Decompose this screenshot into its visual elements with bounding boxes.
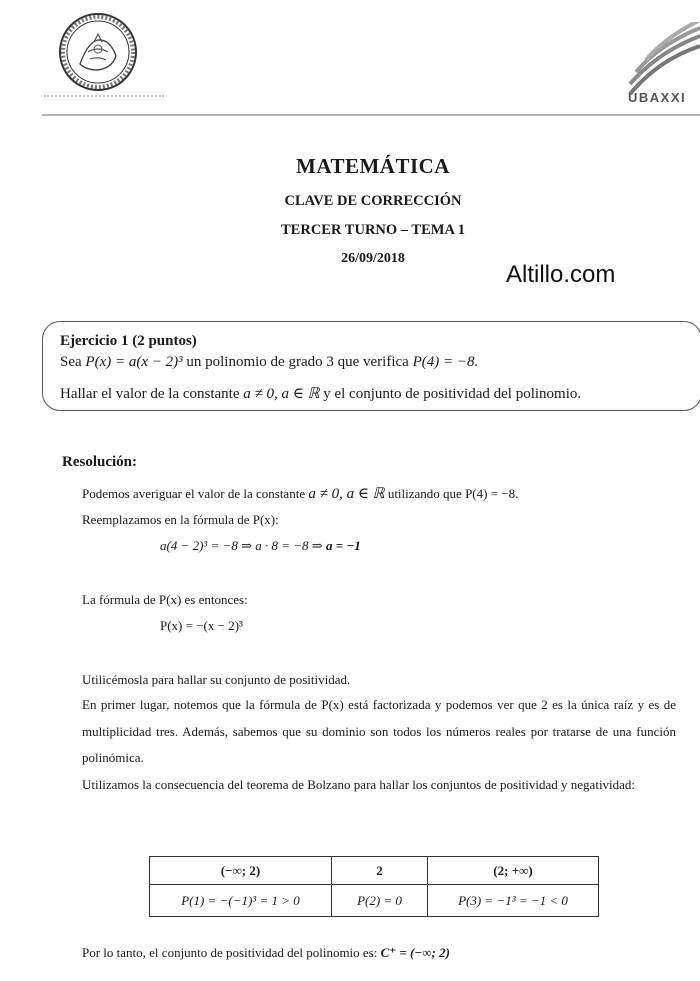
resolution-heading: Resolución: (62, 454, 137, 470)
root-header: 2 (332, 857, 428, 885)
resolution-paragraph-3: La fórmula de P(x) es entonces: (82, 592, 248, 607)
watermark: Altillo.com (506, 261, 616, 288)
formula-solve-a: a(4 − 2)³ = −8 ⇒ a · 8 = −8 ⇒ a = −1 (160, 538, 361, 553)
interval-left-header: (−∞; 2) (150, 857, 332, 885)
shift-title: TERCER TURNO – TEMA 1 (281, 222, 465, 238)
resolution-paragraph-2: Reemplazamos en la fórmula de P(x): (82, 512, 279, 527)
exam-date: 26/09/2018 (341, 251, 405, 266)
header-divider (42, 114, 700, 116)
subject-title: MATEMÁTICA (296, 154, 450, 178)
resolution-paragraph-5: En primer lugar, notemos que la fórmula de P(x) está factorizada y podemos ver que 2 es la única raíz y es de multiplicidad tres. Además, sabemos que su dominio son todos los números reales por tratarse de una función polinómica. (82, 697, 676, 765)
interval-right-header: (2; +∞) (428, 857, 599, 885)
sign-table (149, 856, 599, 917)
university-seal-logo (58, 12, 138, 92)
exercise-statement-line1: Sea P(x) = a(x − 2)³ un polinomio de grado 3 que verifica P(4) = −8. (60, 354, 479, 370)
resolution-paragraph-6: Utilizamos la consecuencia del teorema de Bolzano para hallar los conjuntos de positividad y negatividad: (82, 777, 636, 792)
resolution-paragraph-4: Utilicémosla para hallar su conjunto de positividad. (82, 672, 351, 687)
test-value-left: P(1) = −(−1)³ = 1 > 0 (150, 885, 332, 917)
answer-key-title: CLAVE DE CORRECCIÓN (284, 193, 462, 209)
exercise-statement-line2: Hallar el valor de la constante a ≠ 0, a ∈ ℝ y el conjunto de positividad del polinomio. (60, 386, 582, 402)
conclusion: Por lo tanto, el conjunto de positividad del polinomio es: C⁺ = (−∞; 2) (82, 945, 450, 960)
formula-polynomial: P(x) = −(x − 2)³ (160, 618, 243, 633)
sign-table-value-row (150, 885, 599, 917)
test-value-root: P(2) = 0 (332, 885, 428, 917)
exercise-title: Ejercicio 1 (2 puntos) (60, 333, 197, 349)
resolution-paragraph-1: Podemos averiguar el valor de la constante a ≠ 0, a ∈ ℝ utilizando que P(4) = −8. (82, 486, 519, 502)
seal-caption (44, 95, 164, 103)
ubaxxi-logo-text: UBAXXI (628, 90, 687, 105)
test-value-right: P(3) = −1³ = −1 < 0 (428, 885, 599, 917)
sign-table-header-row (150, 857, 599, 885)
